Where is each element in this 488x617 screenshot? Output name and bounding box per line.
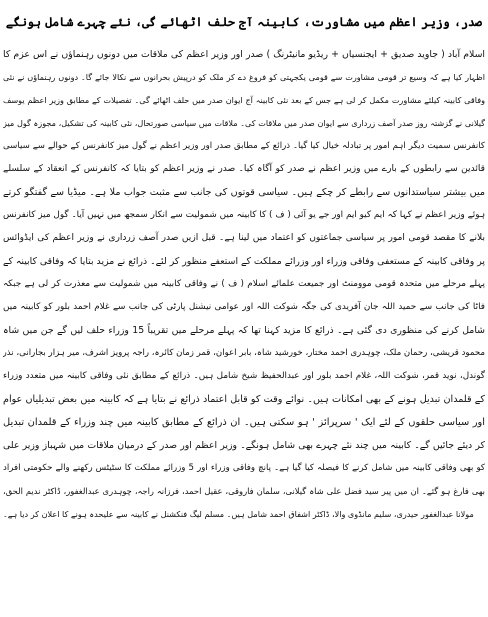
article-line: مولانا عبدالغفور حیدری، سلیم مانڈوی والا، ڈاکٹر اشفاق احمد شامل ہیں۔ مسلم لیگ فنکشنل نے کابینہ سے علیحدہ ہونے کا اعلان کر دیا ہے۔ [3,509,474,519]
article-line: بھی فارغ ہو گئے۔ ان میں پیر سید فضل علی شاہ گیلانی، سلمان فاروقی، عقیل احمد، فرزانہ راجہ، چوہدری عبدالغفور، ڈاکٹر ندیم الحق، [3,486,485,496]
article-line: پہلے مرحلے میں متحدہ قومی موومنٹ اور جمیعت علمائے اسلام ( ف ) نے وفاقی کابینہ میں شمولیت سے معذرت کر لی ہے جبکہ [3,279,485,289]
article-line: اور سیاسی حلقوں کے لئے ایک ' سرپرائز ' ہو سکتی ہیں۔ ان ذرائع کے مطابق کابینہ میں چند وزراء کے قلمدان تبدیل [3,417,485,428]
headline: صدر، وزیر اعظم میں مشاورت، کابینہ آج حلف اٹھائے گی، نئے چہرے شامل ہونگے [5,15,483,29]
article-line: گوندل، نوید قمر، شوکت اللہ، غلام احمد بلور اور عبدالحفیظ شیخ شامل ہیں۔ ذرائع کے مطابق نئی وفاقی کابینہ میں متعدد وزراء [3,371,485,381]
article-line: شامل کرنے کی منظوری دی گئی ہے۔ ذرائع کا مزید کہنا تھا کہ پہلے مرحلے میں تقریباً 15 وزراء حلف لیں گے جن میں شاہ [3,325,485,336]
article-line: میں بیشتر سیاستدانوں سے رابطے کر چکے ہیں۔ سیاسی قوتوں کی جانب سے مثبت جواب ملا ہے۔ میڈیا سے گفتگو کرتے [3,187,485,198]
article-line: کے قلمدان تبدیل ہونے کے بھی امکانات ہیں۔ نوائے وقت کو قابل اعتماد ذرائع نے بتایا ہے کہ کابینہ میں بعض تبدیلیاں عوام [3,394,485,405]
article-line: گیلانی نے گزشتہ روز صدر آصف زرداری سے ایوان صدر میں ملاقات کی۔ ملاقات میں سیاسی صورتحال، نئی کابینہ کی تشکیل، مجوزہ گول میز [3,118,485,128]
article-line: پر وفاقی کابینہ کے مستعفی وفاقی وزراء اور وزرائے مملکت کے استعفے منظور کر لئے۔ ذرائع نے مزید بتایا کہ وفاقی کابینہ کے [3,256,485,267]
article-line: کر دیئے جائیں گے۔ کابینہ میں چند نئے چہرے بھی شامل ہونگے۔ وزیر اعظم اور صدر کے درمیان ملاقات میں شہباز وزیر علی [3,440,485,451]
article-line: فاٹا کی جانب سے حمید اللہ جان آفریدی کی جگہ شوکت اللہ اور عوامی نیشنل پارٹی کی جانب سے غلام احمد بلور کو کابینہ میں [3,302,485,312]
article-line: کانفرنس سمیت دیگر اہم امور پر تبادلہ خیال کیا گیا۔ ذرائع کے مطابق صدر اور وزیر اعظم نے گول میز کانفرنس کے حوالے سے سیاسی [3,141,485,151]
article-line: قائدین سے رابطوں کے بارے میں وزیر اعظم نے صدر کو آگاہ کیا۔ صدر نے وزیر اعظم کو بتایا کہ کانفرنس کے انعقاد کے سلسلے [3,164,485,174]
article-line: اظہار کیا ہے کہ وسیع تر قومی مشاورت سے قومی یکجہتی کو فروغ دے کر ملک کو درپیش بحرانوں سے نکالا جائے گا۔ دونوں رہنماؤں نے نئی [3,72,485,82]
article-line: اسلام آباد ( جاوید صدیق + ایجنسیاں + ریڈیو مانیٹرنگ ) صدر اور وزیر اعظم کی ملاقات میں دونوں رہنماؤں نے اس عزم کا [3,49,485,60]
article-body [3,43,485,526]
article-line: وفاقی کابینہ کیلئے مشاورت مکمل کر لی ہے جس کے بعد نئی کابینہ آج ایوان صدر میں حلف اٹھائے گی۔ تفصیلات کے مطابق وزیر اعظم یوسف [3,95,485,105]
article-line: محمود قریشی، رحمان ملک، چوہدری احمد مختار، خورشید شاہ، بابر اعوان، قمر زمان کائرہ، راجہ پرویز اشرف، میر ہزار بجارانی، نذر [3,348,485,358]
article-line: بلانے کا مقصد قومی امور پر سیاسی جماعتوں کو اعتماد میں لینا ہے۔ قبل ازیں صدر آصف زرداری نے وزیر اعظم کی ایڈوائس [3,233,485,243]
article-line: ہوئے وزیر اعظم نے کہا کہ ایم کیو ایم اور جے یو آئی ( ف ) کا کابینہ میں شمولیت سے انکار سمجھ میں نہیں آیا۔ گول میز کانفرنس [3,210,485,220]
article-line: کو بھی وفاقی کابینہ میں شامل کرنے کا فیصلہ کیا گیا ہے۔ پانچ وفاقی وزراء اور 5 وزرائے مملکت کا سٹیٹس رکھنے والے حکومتی افراد [3,463,485,473]
